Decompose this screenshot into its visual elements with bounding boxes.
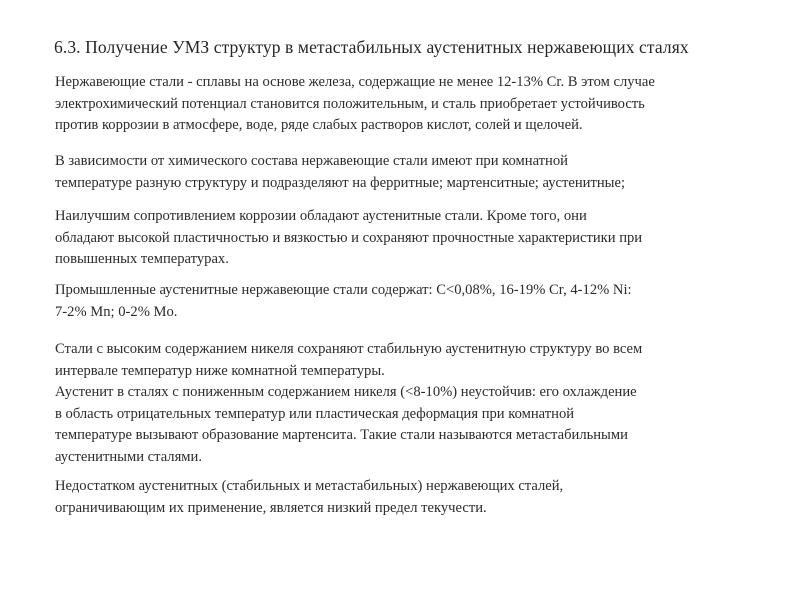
paragraph-line: Аустенит в сталях с пониженным содержанием никеля (<8-10%) неустойчив: его охлаждение	[55, 384, 637, 400]
paragraph-line: в область отрицательных температур или пластическая деформация при комнатной	[55, 405, 575, 422]
paragraph-line: Стали с высоким содержанием никеля сохраняют стабильную аустенитную структуру во всем	[55, 341, 643, 357]
paragraph-line: против коррозии в атмосфере, воде, ряде слабых растворов кислот, солей и щелочей.	[55, 117, 583, 133]
paragraph-line: электрохимический потенциал становится положительным, и сталь приобретает устойчивость	[55, 95, 645, 112]
paragraph-line: обладают высокой пластичностью и вязкостью и сохраняют прочностные характеристики при	[55, 229, 643, 246]
paragraph-stainless-definition	[55, 72, 790, 137]
paragraph-line: Промышленные аустенитные нержавеющие стали содержат: С<0,08%, 16-19% Cr, 4-12% Ni:	[55, 282, 632, 298]
paragraph-structure-types	[55, 151, 790, 194]
paragraph-disadvantage	[55, 476, 790, 519]
paragraph-line: температуре вызывают образование мартенсита. Такие стали называются метастабильными	[55, 427, 628, 443]
paragraph-line: В зависимости от химического состава нержавеющие стали имеют при комнатной	[55, 153, 568, 169]
paragraph-line: интервале температур ниже комнатной температуры.	[55, 362, 385, 379]
slide-title: 6.3. Получение УМЗ структур в метастабильных аустенитных нержавеющих сталях	[54, 37, 689, 57]
paragraph-line: Наилучшим сопротивлением коррозии обладают аустенитные стали. Кроме того, они	[55, 208, 587, 224]
paragraph-line: температуре разную структуру и подразделяют на ферритные; мартенситные; аустенитные;	[55, 174, 626, 191]
paragraph-line: Нержавеющие стали - сплавы на основе железа, содержащие не менее 12-13% Cr. В этом случае	[55, 74, 655, 90]
paragraph-line: аустенитными сталями.	[55, 448, 202, 465]
paragraph-line: повышенных температурах.	[55, 251, 229, 267]
paragraph-line: ограничивающим их применение, является низкий предел текучести.	[55, 499, 487, 516]
paragraph-line: 7-2% Mn; 0-2% Mo.	[55, 303, 178, 320]
paragraph-line: Недостатком аустенитных (стабильных и метастабильных) нержавеющих сталей,	[55, 478, 564, 494]
paragraph-austenitic-corrosion	[55, 206, 790, 271]
paragraph-composition	[55, 280, 790, 323]
paragraph-metastable-austenite	[55, 339, 790, 468]
